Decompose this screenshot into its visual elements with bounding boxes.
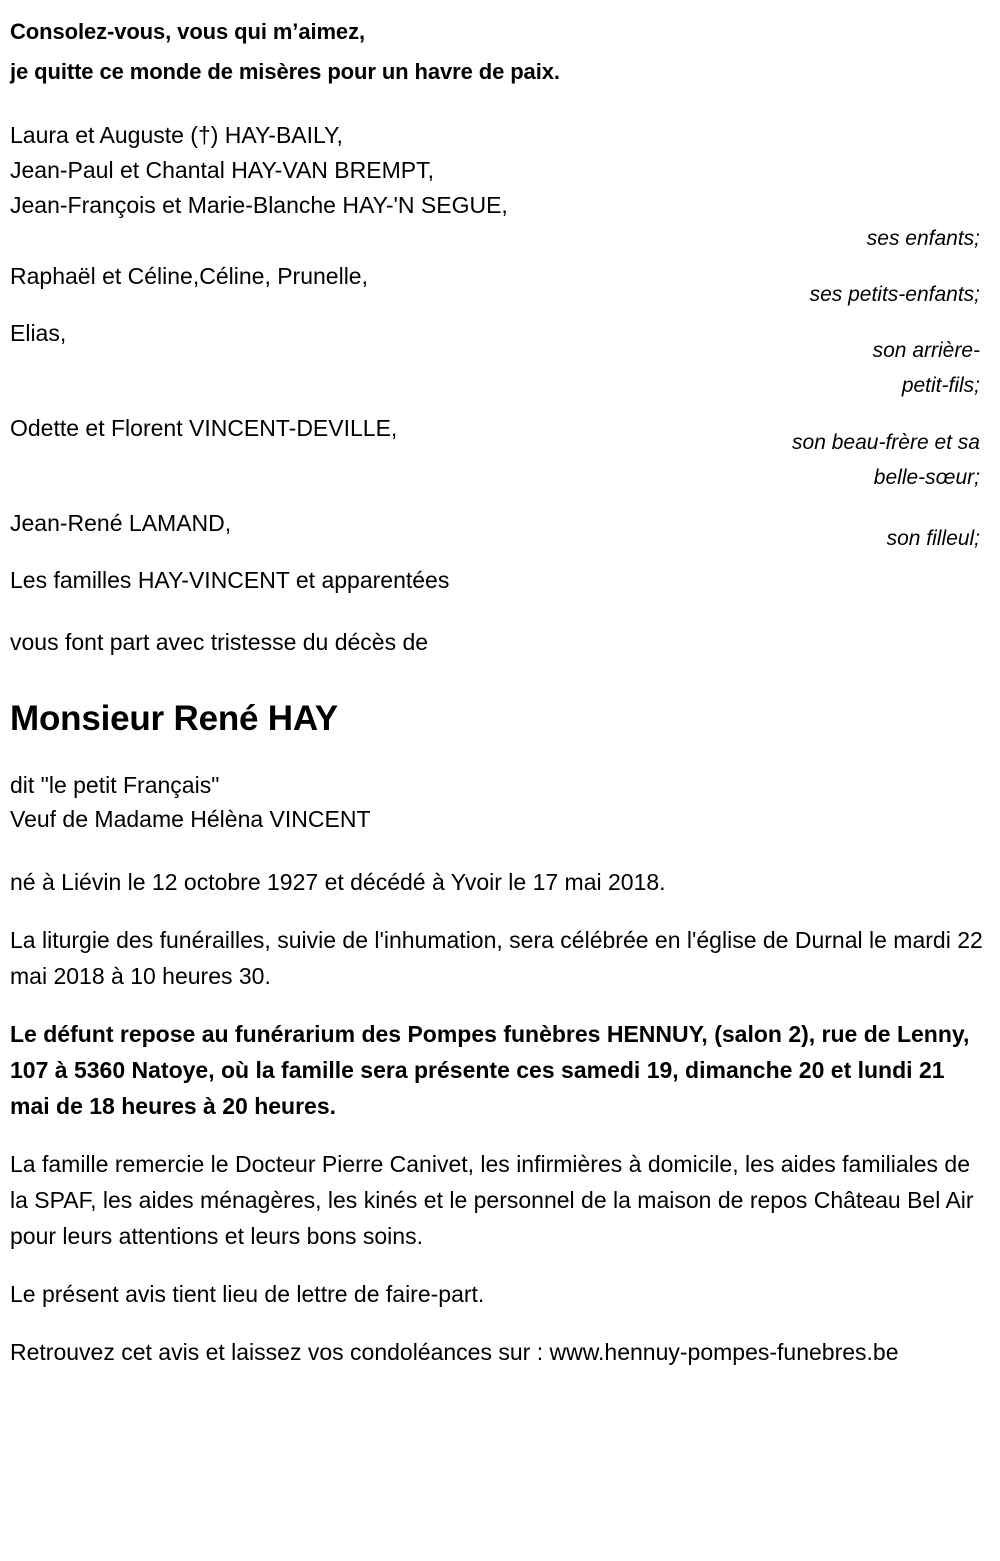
announcement-line: vous font part avec tristesse du décès de (10, 629, 429, 655)
paragraph-liturgy: La liturgie des funérailles, suivie de l'inhumation, sera célébrée en l'église de Durnal le mardi 22 mai 2018 à 10 heures 30. (10, 927, 983, 989)
spacer (560, 256, 980, 277)
relation-label-brother-in-law-2: belle-sœur; (873, 466, 980, 489)
relation-label-great-grandson-2: petit-fils; (901, 374, 980, 397)
relations-block (10, 118, 990, 623)
name-line: Les familles HAY-VINCENT et apparentées (10, 567, 450, 593)
name-line: Jean-René LAMAND, (10, 510, 232, 536)
paragraph-funerarium: Le défunt repose au funérarium des Pompes funèbres HENNUY, (salon 2), rue de Lenny, 107 à 5360 Natoye, où la famille sera présente ces samedi 19, dimanche 20 et lundi 21 mai de 18 heures à 20 heures. (10, 1021, 970, 1119)
epithet-widower: Veuf de Madame Hélèna VINCENT (10, 806, 371, 832)
relation-label-brother-in-law-1: son beau-frère et sa (792, 431, 980, 454)
name-line: Laura et Auguste (†) HAY-BAILY, (10, 122, 343, 148)
name-line: Elias, (10, 320, 67, 346)
paragraph-faire-part: Le présent avis tient lieu de lettre de faire-part. (10, 1281, 485, 1307)
deceased-name: Monsieur René HAY (10, 699, 338, 738)
spacer (560, 312, 980, 333)
paragraph-website: Retrouvez cet avis et laissez vos condoléances sur : www.hennuy-pompes-funebres.be (10, 1339, 899, 1365)
relation-label-grandchildren: ses petits-enfants; (809, 283, 980, 306)
verse-line-1: Consolez-vous, vous qui m’aimez, (10, 19, 365, 44)
spacer (560, 403, 980, 425)
relation-label-great-grandson-1: son arrière- (872, 339, 980, 362)
spacer (560, 495, 980, 521)
deceased-epithet (10, 768, 990, 836)
paragraph-thanks: La famille remercie le Docteur Pierre Canivet, les infirmières à domicile, les aides familiales de la SPAF, les aides ménagères, les kinés et le personnel de la maison de repos Château Bel Air pour leurs attentions et leurs bons soins. (10, 1151, 974, 1249)
relation-label-godson: son filleul; (886, 527, 980, 550)
name-line: Raphaël et Céline,Céline, Prunelle, (10, 263, 368, 289)
opening-verse (10, 12, 990, 92)
name-line: Jean-Paul et Chantal HAY-VAN BREMPT, (10, 157, 434, 183)
verse-line-2: je quitte ce monde de misères pour un havre de paix. (10, 59, 560, 84)
name-line: Jean-François et Marie-Blanche HAY-'N SEGUE, (10, 192, 508, 218)
epithet-nickname: dit "le petit Français" (10, 772, 220, 798)
name-line: Odette et Florent VINCENT-DEVILLE, (10, 415, 398, 441)
name-group-families (10, 563, 710, 598)
spacer (560, 118, 980, 221)
paragraph-birth-death: né à Liévin le 12 octobre 1927 et décédé à Yvoir le 17 mai 2018. (10, 869, 666, 895)
relations-labels-column (560, 118, 980, 556)
relation-label-children: ses enfants; (866, 227, 980, 250)
